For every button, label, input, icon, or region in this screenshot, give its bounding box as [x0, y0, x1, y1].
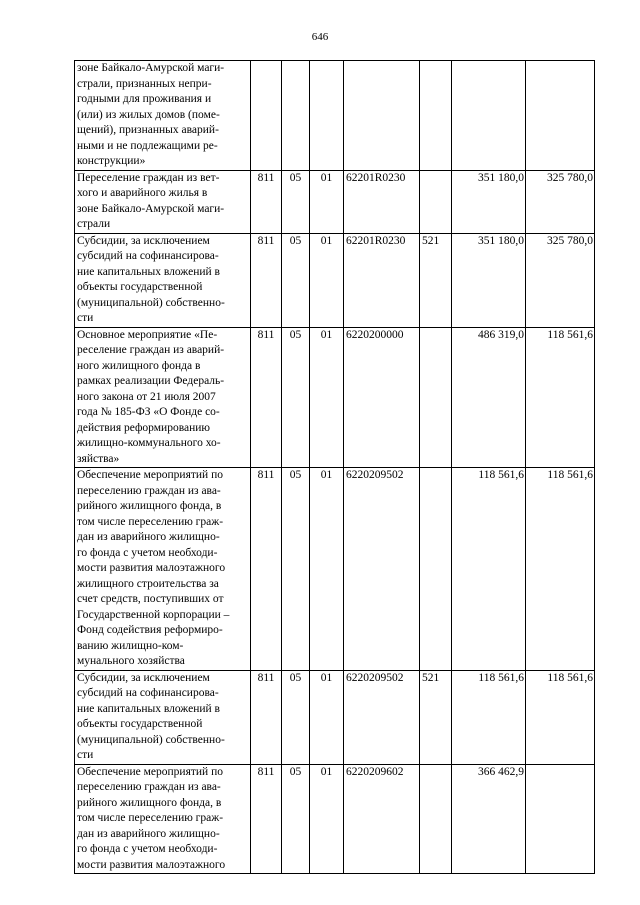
row-name-line: зяйства» [77, 452, 120, 465]
row-name-line: субсидий на софинансирова- [77, 250, 219, 262]
row-name-line: Субсидии, за исключением [77, 234, 210, 247]
row-name-line: субсидий на софинансирова- [77, 687, 219, 699]
row-name-line: жилищно-коммунального хо- [77, 437, 221, 449]
subsection-code-cell: 01 [310, 468, 344, 671]
amount-year2-cell: 118 561,6 [526, 670, 595, 764]
target-article-cell: 6220209502 [344, 468, 420, 671]
subsection-code-cell: 01 [310, 233, 344, 327]
expense-type-cell [420, 61, 452, 171]
row-name-line: мунального хозяйства [77, 655, 185, 667]
subsection-code-cell: 01 [310, 327, 344, 468]
target-article-cell: 6220209502 [344, 670, 420, 764]
row-name-line: (муниципальной) собственно- [77, 296, 225, 309]
target-article-cell: 6220209602 [344, 764, 420, 874]
row-name-line: го фонда с учетом необходи- [77, 843, 218, 855]
row-name-line: Основное мероприятие «Пе- [77, 328, 218, 341]
row-name-line: конструкции» [77, 155, 146, 167]
section-code-cell: 05 [282, 468, 310, 671]
row-name-line: сти [77, 312, 94, 324]
row-name-line: Обеспечение мероприятий по [77, 469, 223, 481]
row-name-line: Субсидии, за исключением [77, 671, 210, 684]
row-name-line: рийного жилищного фонда, в [77, 500, 222, 512]
row-name-cell [75, 61, 251, 171]
amount-year1-cell [452, 61, 526, 171]
row-name-line: сти [77, 749, 94, 761]
ministry-code-cell: 811 [251, 764, 282, 874]
row-name-line: рамках реализации Федераль- [77, 375, 225, 387]
row-name-cell [75, 764, 251, 874]
row-name-line: ние капитальных вложений в [77, 265, 220, 278]
table-row [75, 61, 595, 171]
amount-year2-cell: 118 561,6 [526, 327, 595, 468]
row-name-line: Обеспечение мероприятий по [77, 765, 223, 778]
row-name-cell [75, 468, 251, 671]
row-name-line: ние капитальных вложений в [77, 702, 220, 715]
amount-year2-cell [526, 764, 595, 874]
row-name-line: Государственной корпорации – [77, 608, 230, 621]
ministry-code-cell [251, 61, 282, 171]
row-name-line: объекты государственной [77, 718, 203, 730]
row-name-line: дан из аварийного жилищно- [77, 827, 220, 840]
row-name-line: действия реформированию [77, 421, 210, 434]
row-name-cell [75, 233, 251, 327]
ministry-code-cell: 811 [251, 327, 282, 468]
row-name-line: счет средств, поступивших от [77, 593, 224, 605]
expense-type-cell: 521 [420, 670, 452, 764]
expense-type-cell [420, 327, 452, 468]
row-name-line: том числе переселению граж- [77, 515, 224, 528]
row-name-cell [75, 170, 251, 233]
row-name-line: (или) из жилых домов (поме- [77, 108, 220, 121]
amount-year2-cell: 325 780,0 [526, 170, 595, 233]
page-number: 646 [311, 31, 329, 43]
row-name-line: Фонд содействия реформиро- [77, 624, 223, 636]
amount-year1-cell: 118 561,6 [452, 670, 526, 764]
row-name-line: жилищного строительства за [77, 577, 219, 590]
row-name-line: хого и аварийного жилья в [77, 187, 208, 199]
table-body [75, 61, 595, 874]
section-code-cell: 05 [282, 670, 310, 764]
table-row [75, 170, 595, 233]
row-name-line: ными и не подлежащими ре- [77, 139, 218, 152]
table-row [75, 468, 595, 671]
amount-year1-cell: 351 180,0 [452, 233, 526, 327]
section-code-cell: 05 [282, 764, 310, 874]
row-name-cell [75, 327, 251, 468]
row-name-line: том числе переселению граж- [77, 812, 224, 824]
row-name-line: переселению граждан из ава- [77, 781, 221, 793]
row-name-line: переселению граждан из ава- [77, 484, 221, 497]
row-name-line: го фонда с учетом необходи- [77, 546, 218, 559]
subsection-code-cell: 01 [310, 670, 344, 764]
amount-year1-cell: 118 561,6 [452, 468, 526, 671]
row-name-line: рийного жилищного фонда, в [77, 796, 222, 809]
ministry-code-cell: 811 [251, 468, 282, 671]
row-name-line: (муниципальной) собственно- [77, 733, 225, 746]
budget-table [74, 60, 595, 874]
section-code-cell: 05 [282, 170, 310, 233]
table-row [75, 670, 595, 764]
row-name-cell [75, 670, 251, 764]
row-name-line: зоне Байкало-Амурской маги- [77, 62, 225, 74]
expense-type-cell [420, 764, 452, 874]
expense-type-cell [420, 468, 452, 671]
target-article-cell: 62201R0230 [344, 170, 420, 233]
ministry-code-cell: 811 [251, 670, 282, 764]
row-name-line: ного закона от 21 июля 2007 [77, 390, 216, 403]
expense-type-cell: 521 [420, 233, 452, 327]
amount-year2-cell: 118 561,6 [526, 468, 595, 671]
row-name-line: Переселение граждан из вет- [77, 171, 220, 184]
table-row [75, 327, 595, 468]
table-row [75, 233, 595, 327]
expense-type-cell [420, 170, 452, 233]
section-code-cell [282, 61, 310, 171]
row-name-line: страли [77, 218, 111, 230]
row-name-line: объекты государственной [77, 281, 203, 293]
row-name-line: реселение граждан из аварий- [77, 344, 225, 356]
amount-year2-cell: 325 780,0 [526, 233, 595, 327]
subsection-code-cell: 01 [310, 170, 344, 233]
target-article-cell: 62201R0230 [344, 233, 420, 327]
row-name-line: годными для проживания и [77, 93, 212, 105]
row-name-line: дан из аварийного жилищно- [77, 531, 220, 543]
row-name-line: мости развития малоэтажного [77, 858, 226, 871]
target-article-cell: 6220200000 [344, 327, 420, 468]
row-name-line: зоне Байкало-Амурской маги- [77, 202, 225, 215]
subsection-code-cell [310, 61, 344, 171]
section-code-cell: 05 [282, 233, 310, 327]
amount-year1-cell: 486 319,0 [452, 327, 526, 468]
row-name-line: мости развития малоэтажного [77, 562, 226, 574]
row-name-line: страли, признанных непри- [77, 77, 212, 90]
section-code-cell: 05 [282, 327, 310, 468]
row-name-line: щений), признанных аварий- [77, 124, 219, 136]
ministry-code-cell: 811 [251, 233, 282, 327]
row-name-line: года № 185-ФЗ «О Фонде со- [77, 406, 220, 418]
amount-year1-cell: 366 462,9 [452, 764, 526, 874]
ministry-code-cell: 811 [251, 170, 282, 233]
amount-year2-cell [526, 61, 595, 171]
table-row [75, 764, 595, 874]
amount-year1-cell: 351 180,0 [452, 170, 526, 233]
target-article-cell [344, 61, 420, 171]
row-name-line: ного жилищного фонда в [77, 359, 201, 372]
row-name-line: ванию жилищно-ком- [77, 639, 184, 652]
subsection-code-cell: 01 [310, 764, 344, 874]
